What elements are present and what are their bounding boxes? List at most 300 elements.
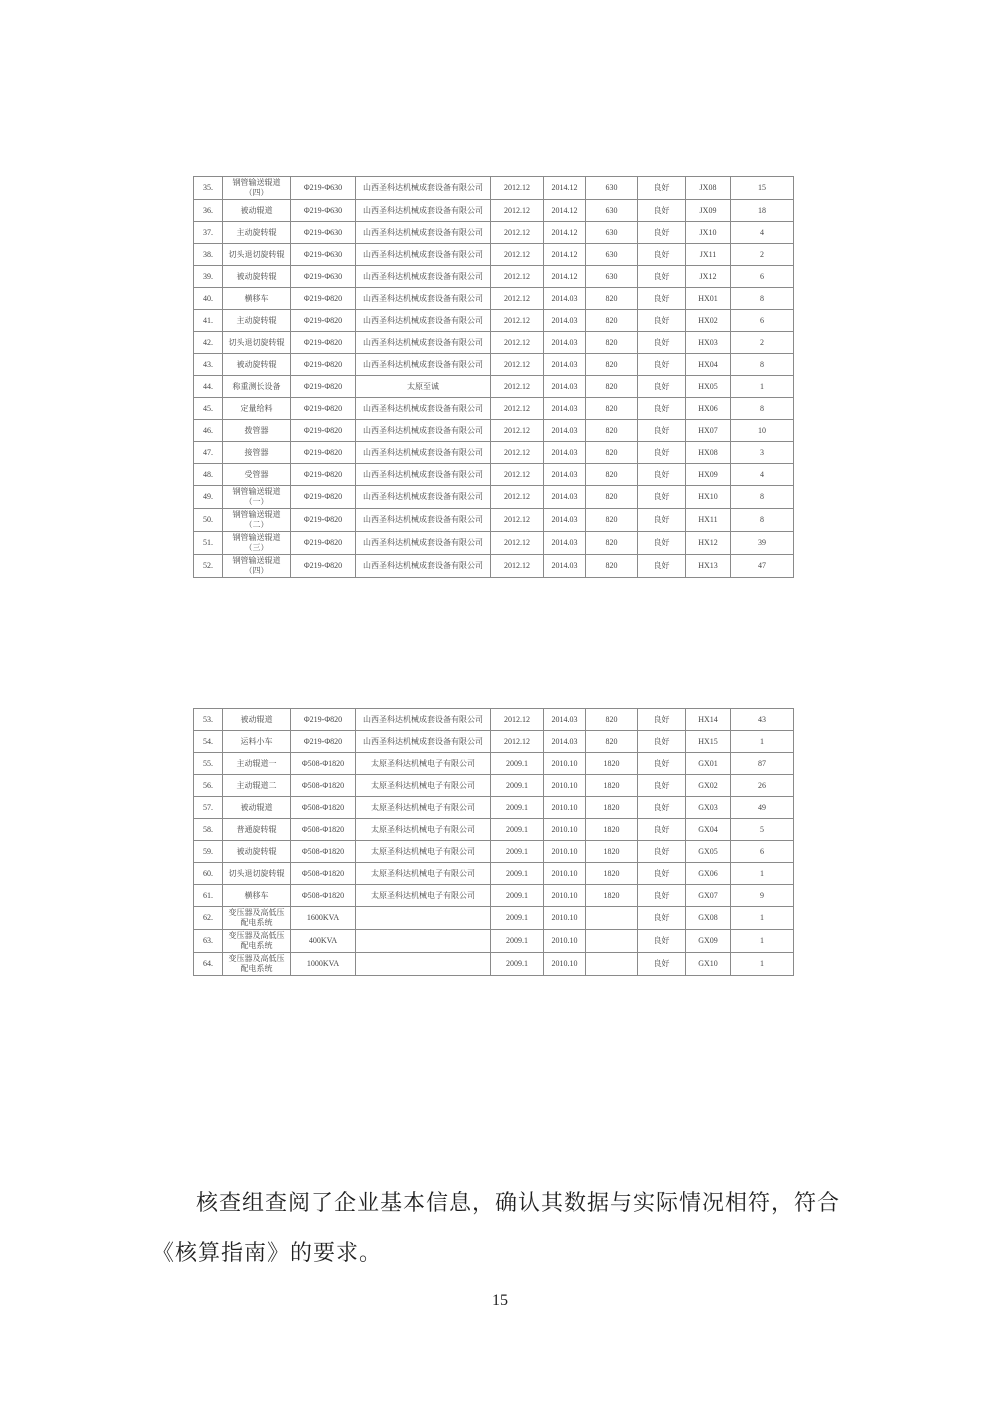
cell-date1: 2012.12 (491, 555, 544, 578)
table-row (194, 709, 794, 731)
cell-no: 57. (194, 797, 223, 819)
cell-line: 820 (586, 486, 638, 509)
cell-date2: 2010.10 (544, 797, 586, 819)
cell-status: 良好 (638, 885, 686, 907)
cell-no: 47. (194, 442, 223, 464)
cell-status: 良好 (638, 709, 686, 731)
cell-name: 普通旋转辊 (223, 819, 291, 841)
cell-no: 38. (194, 244, 223, 266)
cell-date2: 2014.03 (544, 354, 586, 376)
cell-spec: Φ508-Φ1820 (291, 753, 356, 775)
cell-maker: 太原圣科达机械电子有限公司 (356, 885, 491, 907)
cell-line: 1820 (586, 863, 638, 885)
cell-name: 称重测长设备 (223, 376, 291, 398)
cell-maker: 山西圣科达机械成套设备有限公司 (356, 442, 491, 464)
cell-code: GX01 (686, 753, 731, 775)
cell-name: 被动旋转辊 (223, 841, 291, 863)
cell-date1: 2012.12 (491, 442, 544, 464)
table-row (194, 930, 794, 953)
cell-qty: 49 (731, 797, 794, 819)
cell-line (586, 907, 638, 930)
table-row (194, 442, 794, 464)
cell-date1: 2012.12 (491, 398, 544, 420)
cell-qty: 18 (731, 200, 794, 222)
cell-name: 横移车 (223, 885, 291, 907)
cell-maker: 太原至诚 (356, 376, 491, 398)
cell-status: 良好 (638, 332, 686, 354)
cell-maker: 山西圣科达机械成套设备有限公司 (356, 222, 491, 244)
cell-no: 58. (194, 819, 223, 841)
cell-qty: 4 (731, 222, 794, 244)
cell-maker: 山西圣科达机械成套设备有限公司 (356, 354, 491, 376)
cell-maker: 山西圣科达机械成套设备有限公司 (356, 332, 491, 354)
cell-line: 820 (586, 398, 638, 420)
cell-date1: 2009.1 (491, 885, 544, 907)
cell-qty: 9 (731, 885, 794, 907)
cell-date1: 2012.12 (491, 244, 544, 266)
cell-code: HX15 (686, 731, 731, 753)
cell-name: 拨管器 (223, 420, 291, 442)
cell-date1: 2012.12 (491, 486, 544, 509)
cell-date2: 2014.03 (544, 442, 586, 464)
cell-spec: Φ219-Φ630 (291, 222, 356, 244)
cell-code: GX05 (686, 841, 731, 863)
cell-status: 良好 (638, 354, 686, 376)
cell-status: 良好 (638, 907, 686, 930)
cell-spec: Φ219-Φ820 (291, 354, 356, 376)
cell-no: 53. (194, 709, 223, 731)
cell-code: JX09 (686, 200, 731, 222)
table-row (194, 509, 794, 532)
cell-no: 36. (194, 200, 223, 222)
cell-line: 820 (586, 709, 638, 731)
cell-line: 630 (586, 244, 638, 266)
cell-qty: 3 (731, 442, 794, 464)
cell-no: 41. (194, 310, 223, 332)
cell-code: GX04 (686, 819, 731, 841)
cell-qty: 1 (731, 930, 794, 953)
cell-code: GX06 (686, 863, 731, 885)
cell-code: GX08 (686, 907, 731, 930)
cell-status: 良好 (638, 200, 686, 222)
cell-qty: 15 (731, 177, 794, 200)
cell-spec: 1000KVA (291, 953, 356, 976)
cell-no: 35. (194, 177, 223, 200)
cell-no: 48. (194, 464, 223, 486)
cell-date2: 2014.03 (544, 332, 586, 354)
cell-maker: 山西圣科达机械成套设备有限公司 (356, 532, 491, 555)
cell-qty: 8 (731, 486, 794, 509)
cell-date2: 2014.03 (544, 555, 586, 578)
table-row (194, 775, 794, 797)
cell-spec: Φ219-Φ820 (291, 442, 356, 464)
cell-name: 被动辊道 (223, 200, 291, 222)
equipment-table-rows-53-64 (193, 708, 794, 976)
table-row (194, 731, 794, 753)
cell-no: 54. (194, 731, 223, 753)
cell-qty: 6 (731, 310, 794, 332)
cell-date1: 2012.12 (491, 332, 544, 354)
cell-code: HX06 (686, 398, 731, 420)
cell-spec: Φ508-Φ1820 (291, 819, 356, 841)
cell-spec: Φ219-Φ630 (291, 200, 356, 222)
cell-spec: Φ219-Φ820 (291, 376, 356, 398)
cell-spec: Φ508-Φ1820 (291, 863, 356, 885)
table-row (194, 819, 794, 841)
cell-date1: 2009.1 (491, 907, 544, 930)
cell-status: 良好 (638, 310, 686, 332)
cell-qty: 26 (731, 775, 794, 797)
cell-code: HX09 (686, 464, 731, 486)
cell-maker: 山西圣科达机械成套设备有限公司 (356, 709, 491, 731)
cell-date2: 2014.03 (544, 420, 586, 442)
cell-name: 变压器及高低压配电系统 (223, 907, 291, 930)
cell-date2: 2014.12 (544, 177, 586, 200)
cell-line: 630 (586, 177, 638, 200)
cell-status: 良好 (638, 953, 686, 976)
cell-name: 钢管输送辊道（四） (223, 177, 291, 200)
cell-spec: Φ219-Φ820 (291, 310, 356, 332)
cell-no: 63. (194, 930, 223, 953)
cell-date1: 2012.12 (491, 177, 544, 200)
cell-line: 1820 (586, 885, 638, 907)
cell-qty: 1 (731, 953, 794, 976)
cell-code: GX02 (686, 775, 731, 797)
cell-maker: 山西圣科达机械成套设备有限公司 (356, 731, 491, 753)
cell-maker (356, 907, 491, 930)
cell-maker: 山西圣科达机械成套设备有限公司 (356, 464, 491, 486)
cell-code: JX12 (686, 266, 731, 288)
cell-qty: 2 (731, 332, 794, 354)
cell-line: 1820 (586, 841, 638, 863)
cell-spec: Φ508-Φ1820 (291, 797, 356, 819)
cell-code: HX14 (686, 709, 731, 731)
table-row (194, 486, 794, 509)
cell-no: 56. (194, 775, 223, 797)
cell-maker (356, 953, 491, 976)
cell-qty: 4 (731, 464, 794, 486)
cell-maker: 太原圣科达机械电子有限公司 (356, 775, 491, 797)
cell-code: GX03 (686, 797, 731, 819)
cell-maker: 山西圣科达机械成套设备有限公司 (356, 509, 491, 532)
cell-status: 良好 (638, 797, 686, 819)
cell-line: 630 (586, 266, 638, 288)
cell-date2: 2014.03 (544, 398, 586, 420)
cell-qty: 47 (731, 555, 794, 578)
cell-no: 52. (194, 555, 223, 578)
cell-name: 接管器 (223, 442, 291, 464)
cell-code: HX01 (686, 288, 731, 310)
cell-maker: 太原圣科达机械电子有限公司 (356, 841, 491, 863)
cell-line: 820 (586, 354, 638, 376)
cell-maker: 山西圣科达机械成套设备有限公司 (356, 288, 491, 310)
cell-status: 良好 (638, 420, 686, 442)
cell-maker: 山西圣科达机械成套设备有限公司 (356, 177, 491, 200)
cell-qty: 1 (731, 731, 794, 753)
cell-no: 43. (194, 354, 223, 376)
cell-no: 60. (194, 863, 223, 885)
cell-status: 良好 (638, 555, 686, 578)
cell-no: 37. (194, 222, 223, 244)
cell-name: 被动旋转辊 (223, 266, 291, 288)
cell-qty: 6 (731, 841, 794, 863)
cell-date2: 2014.03 (544, 709, 586, 731)
cell-status: 良好 (638, 288, 686, 310)
cell-line (586, 930, 638, 953)
cell-name: 变压器及高低压配电系统 (223, 953, 291, 976)
cell-date2: 2014.12 (544, 244, 586, 266)
table-row (194, 555, 794, 578)
cell-date1: 2012.12 (491, 420, 544, 442)
cell-no: 55. (194, 753, 223, 775)
cell-date1: 2009.1 (491, 841, 544, 863)
cell-date2: 2014.03 (544, 509, 586, 532)
cell-status: 良好 (638, 532, 686, 555)
cell-date1: 2012.12 (491, 288, 544, 310)
cell-maker: 山西圣科达机械成套设备有限公司 (356, 398, 491, 420)
cell-qty: 39 (731, 532, 794, 555)
cell-line (586, 953, 638, 976)
cell-date1: 2012.12 (491, 709, 544, 731)
cell-line: 820 (586, 532, 638, 555)
table-row (194, 907, 794, 930)
cell-date2: 2014.03 (544, 486, 586, 509)
cell-status: 良好 (638, 863, 686, 885)
verification-paragraph (152, 1186, 858, 1286)
cell-status: 良好 (638, 442, 686, 464)
cell-maker: 太原圣科达机械电子有限公司 (356, 863, 491, 885)
cell-qty: 6 (731, 266, 794, 288)
cell-spec: Φ508-Φ1820 (291, 885, 356, 907)
cell-no: 46. (194, 420, 223, 442)
cell-line: 820 (586, 731, 638, 753)
cell-date1: 2012.12 (491, 310, 544, 332)
cell-date1: 2012.12 (491, 222, 544, 244)
cell-line: 1820 (586, 819, 638, 841)
table-row (194, 310, 794, 332)
cell-date1: 2012.12 (491, 532, 544, 555)
cell-qty: 43 (731, 709, 794, 731)
cell-maker: 山西圣科达机械成套设备有限公司 (356, 310, 491, 332)
cell-line: 820 (586, 464, 638, 486)
cell-no: 64. (194, 953, 223, 976)
cell-code: HX08 (686, 442, 731, 464)
cell-date2: 2010.10 (544, 841, 586, 863)
cell-date1: 2009.1 (491, 953, 544, 976)
table-row (194, 753, 794, 775)
cell-no: 51. (194, 532, 223, 555)
cell-line: 630 (586, 222, 638, 244)
cell-name: 主动辊道一 (223, 753, 291, 775)
cell-spec: 1600KVA (291, 907, 356, 930)
cell-name: 变压器及高低压配电系统 (223, 930, 291, 953)
table-row (194, 863, 794, 885)
cell-qty: 8 (731, 288, 794, 310)
cell-status: 良好 (638, 731, 686, 753)
cell-qty: 87 (731, 753, 794, 775)
cell-maker: 山西圣科达机械成套设备有限公司 (356, 420, 491, 442)
cell-code: HX10 (686, 486, 731, 509)
cell-spec: Φ219-Φ820 (291, 464, 356, 486)
cell-no: 45. (194, 398, 223, 420)
equipment-table-rows-35-52 (193, 176, 794, 578)
table-row (194, 266, 794, 288)
cell-code: HX02 (686, 310, 731, 332)
paragraph-line-2: 《核算指南》的要求。 (152, 1240, 383, 1265)
cell-maker: 山西圣科达机械成套设备有限公司 (356, 200, 491, 222)
cell-spec: Φ219-Φ820 (291, 555, 356, 578)
cell-date1: 2012.12 (491, 266, 544, 288)
cell-spec: Φ219-Φ820 (291, 288, 356, 310)
table-row (194, 332, 794, 354)
cell-status: 良好 (638, 509, 686, 532)
cell-name: 横移车 (223, 288, 291, 310)
cell-date2: 2014.12 (544, 266, 586, 288)
cell-date2: 2010.10 (544, 907, 586, 930)
cell-date2: 2010.10 (544, 819, 586, 841)
cell-maker: 山西圣科达机械成套设备有限公司 (356, 555, 491, 578)
cell-date1: 2009.1 (491, 775, 544, 797)
cell-status: 良好 (638, 930, 686, 953)
cell-line: 820 (586, 442, 638, 464)
cell-no: 61. (194, 885, 223, 907)
table-row (194, 222, 794, 244)
cell-date1: 2012.12 (491, 376, 544, 398)
cell-spec: Φ219-Φ630 (291, 244, 356, 266)
cell-line: 1820 (586, 797, 638, 819)
cell-status: 良好 (638, 376, 686, 398)
cell-date1: 2012.12 (491, 731, 544, 753)
cell-date2: 2014.03 (544, 532, 586, 555)
cell-code: HX12 (686, 532, 731, 555)
cell-line: 820 (586, 310, 638, 332)
table-row (194, 376, 794, 398)
table-row (194, 177, 794, 200)
cell-date1: 2012.12 (491, 464, 544, 486)
cell-date1: 2012.12 (491, 354, 544, 376)
cell-date2: 2014.03 (544, 731, 586, 753)
cell-status: 良好 (638, 753, 686, 775)
cell-name: 钢管输送辊道（二） (223, 509, 291, 532)
cell-date2: 2014.03 (544, 376, 586, 398)
cell-no: 62. (194, 907, 223, 930)
cell-spec: 400KVA (291, 930, 356, 953)
cell-name: 切头退切旋转辊 (223, 332, 291, 354)
cell-qty: 8 (731, 509, 794, 532)
cell-date2: 2014.12 (544, 200, 586, 222)
cell-date2: 2010.10 (544, 753, 586, 775)
cell-line: 1820 (586, 753, 638, 775)
cell-date2: 2010.10 (544, 775, 586, 797)
cell-qty: 8 (731, 398, 794, 420)
cell-date1: 2009.1 (491, 797, 544, 819)
cell-code: HX13 (686, 555, 731, 578)
cell-name: 钢管输送辊道（三） (223, 532, 291, 555)
cell-spec: Φ219-Φ820 (291, 486, 356, 509)
cell-date1: 2009.1 (491, 753, 544, 775)
cell-code: GX09 (686, 930, 731, 953)
cell-name: 切头退切旋转辊 (223, 863, 291, 885)
cell-maker: 太原圣科达机械电子有限公司 (356, 753, 491, 775)
cell-name: 主动旋转辊 (223, 222, 291, 244)
cell-spec: Φ219-Φ820 (291, 731, 356, 753)
cell-status: 良好 (638, 244, 686, 266)
cell-name: 定量给料 (223, 398, 291, 420)
cell-status: 良好 (638, 464, 686, 486)
cell-name: 运料小车 (223, 731, 291, 753)
cell-spec: Φ219-Φ820 (291, 532, 356, 555)
cell-date1: 2009.1 (491, 819, 544, 841)
cell-date2: 2010.10 (544, 930, 586, 953)
cell-code: HX07 (686, 420, 731, 442)
cell-no: 40. (194, 288, 223, 310)
cell-line: 630 (586, 200, 638, 222)
cell-date2: 2014.03 (544, 310, 586, 332)
cell-spec: Φ219-Φ820 (291, 332, 356, 354)
cell-code: HX11 (686, 509, 731, 532)
cell-spec: Φ219-Φ630 (291, 266, 356, 288)
cell-name: 主动旋转辊 (223, 310, 291, 332)
cell-name: 切头退切旋转辊 (223, 244, 291, 266)
cell-line: 820 (586, 420, 638, 442)
cell-name: 受管器 (223, 464, 291, 486)
cell-line: 820 (586, 509, 638, 532)
page-number: 15 (492, 1292, 508, 1309)
cell-date1: 2012.12 (491, 509, 544, 532)
table-row (194, 885, 794, 907)
cell-name: 被动辊道 (223, 709, 291, 731)
cell-line: 820 (586, 376, 638, 398)
cell-code: GX10 (686, 953, 731, 976)
cell-line: 820 (586, 332, 638, 354)
table-row (194, 532, 794, 555)
cell-code: HX03 (686, 332, 731, 354)
table-row (194, 354, 794, 376)
cell-status: 良好 (638, 177, 686, 200)
cell-qty: 8 (731, 354, 794, 376)
cell-no: 44. (194, 376, 223, 398)
cell-date1: 2009.1 (491, 930, 544, 953)
cell-status: 良好 (638, 841, 686, 863)
cell-code: JX10 (686, 222, 731, 244)
cell-line: 1820 (586, 775, 638, 797)
cell-date2: 2010.10 (544, 863, 586, 885)
cell-status: 良好 (638, 398, 686, 420)
table-row (194, 797, 794, 819)
cell-name: 被动旋转辊 (223, 354, 291, 376)
cell-no: 42. (194, 332, 223, 354)
cell-no: 59. (194, 841, 223, 863)
cell-code: JX11 (686, 244, 731, 266)
cell-line: 820 (586, 288, 638, 310)
table-row (194, 464, 794, 486)
cell-status: 良好 (638, 775, 686, 797)
cell-maker: 山西圣科达机械成套设备有限公司 (356, 244, 491, 266)
cell-date2: 2014.03 (544, 288, 586, 310)
cell-code: HX04 (686, 354, 731, 376)
cell-status: 良好 (638, 222, 686, 244)
cell-date2: 2010.10 (544, 885, 586, 907)
table-row (194, 288, 794, 310)
cell-status: 良好 (638, 486, 686, 509)
cell-qty: 1 (731, 863, 794, 885)
cell-spec: Φ508-Φ1820 (291, 841, 356, 863)
cell-status: 良好 (638, 266, 686, 288)
table-row (194, 398, 794, 420)
cell-spec: Φ219-Φ820 (291, 420, 356, 442)
cell-spec: Φ219-Φ820 (291, 398, 356, 420)
cell-no: 50. (194, 509, 223, 532)
